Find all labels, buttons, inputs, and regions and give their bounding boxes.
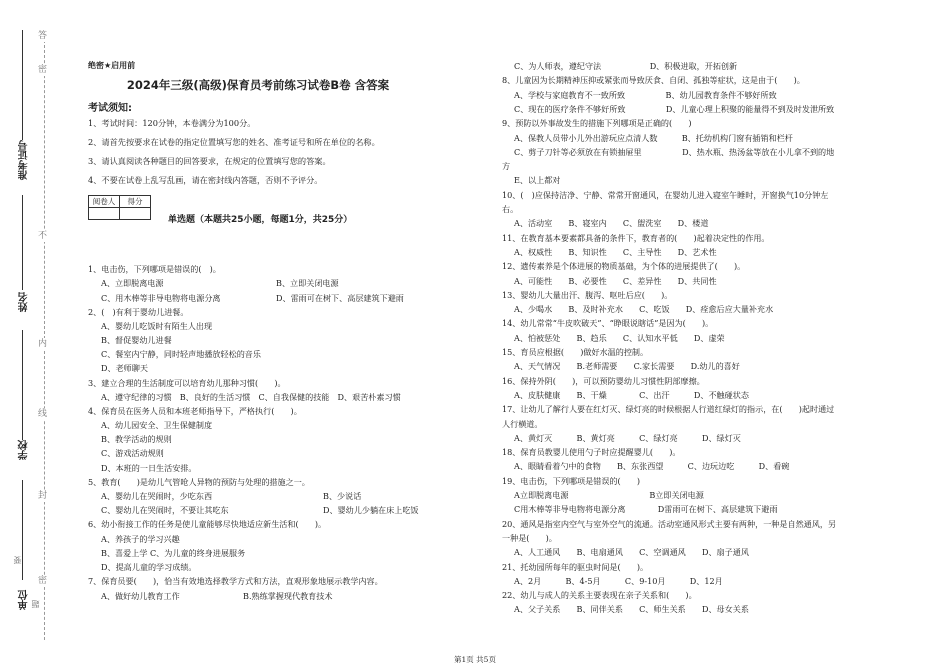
page-number: 第1页 共5页	[454, 655, 496, 664]
question-line: 17、让幼儿了解行人要在红灯灭、绿灯亮的时候根据人行道红绿灯的指示，在( )起时通过	[502, 404, 835, 415]
option-line: C用木棒等非导电物将电源分离 D雷雨可在树下、高层建筑下避雨	[514, 504, 778, 515]
option-line: A、婴幼儿在哭闹时，少吃东西	[101, 491, 213, 501]
option-line: A、遵守纪律的习惯 B、良好的生活习惯 C、自我保健的技能 D、艰苦朴素习惯	[101, 392, 401, 402]
option-line: C、游戏活动规则	[101, 448, 164, 458]
option-line: A、2月 B、4-5月 C、9-10月 D、12月	[514, 575, 723, 586]
field-underline	[22, 30, 23, 140]
option-line: A、少喝水 B、及时补充水 C、吃饭 D、痊愈后应大量补充水	[514, 304, 774, 315]
option-line: C、现在的医疗条件不够好所致 D、儿童心理上积聚的能量得不到及时发泄所致	[514, 103, 835, 114]
notice-rule: 4、不要在试卷上乱写乱画，请在密封线内答题，否则不予评分。	[88, 175, 323, 185]
option-line: D、婴幼儿少躺在床上吃饭	[323, 505, 419, 515]
question-line: 10、( )应保持洁净、宁静、常常开窗通风，在婴幼儿进入寝室午睡时，开窗换气10分钟左	[502, 189, 829, 200]
seal-char: 封	[38, 491, 48, 501]
option-line: A、天气情况 B.老师需要 C.家长需要 D.幼儿的喜好	[514, 361, 740, 372]
question-line: 16、保持外阴( )，可以预防婴幼儿习惯性阴部摩擦。	[502, 375, 705, 386]
question-line: 右。	[502, 204, 519, 214]
option-line: D、提高儿童的学习成绩。	[101, 562, 197, 572]
question-line: 一种是( )。	[502, 532, 557, 543]
option-line: A、幼儿园安全、卫生保健制度	[101, 420, 213, 430]
question-line: 方	[502, 161, 511, 172]
question-line: 4、保育员在医务人员和本班老师指导下，严格执行( )。	[88, 406, 302, 416]
question-line: 2、( )有利于婴幼儿进餐。	[88, 307, 189, 317]
option-line: A、做好幼儿教育工作	[101, 591, 180, 601]
question-line: 18、保育员教婴儿使用勺子时应提醒婴儿( )。	[502, 447, 681, 458]
field-school-label: 学校	[19, 440, 30, 460]
question-line: 14、幼儿常常“牛皮吹破天”、“睁眼说瞎话”是因为( )。	[502, 318, 714, 329]
question-line: 15、育员应根据( )做好水温的控制。	[502, 347, 649, 357]
option-line: A、父子关系 B、同伴关系 C、师生关系 D、母女关系	[514, 604, 749, 615]
seal-char: 密	[38, 65, 48, 75]
question-line: 8、儿童因为长期精神压抑或紧张而导致厌食、自闭、孤独等症状，这是由于( )。	[502, 75, 805, 86]
option-line: A、养孩子的学习兴趣	[101, 534, 180, 544]
option-line: B、喜爱上学 C、为儿童的终身进展服务	[101, 548, 246, 558]
option-line: A、人工通风 B、电扇通风 C、空调通风 D、扇子通风	[514, 547, 749, 558]
option-line: C、为人师表，遵纪守法 D、积极进取，开拓创新	[514, 61, 738, 71]
option-line: A、婴幼儿吃饭时有陌生人出现	[101, 321, 213, 331]
option-line: C、婴幼儿在哭闹时，不要让其吃东	[101, 505, 229, 515]
score-cell: 得分	[120, 196, 151, 208]
page-title: 2024年三级(高级)保育员考前练习试卷B卷 含答案	[126, 78, 390, 92]
option-line: B、少说话	[323, 491, 362, 501]
grader-blank	[89, 208, 120, 220]
seal-char: 答	[38, 31, 48, 41]
notice-heading: 考试须知:	[88, 103, 132, 114]
score-blank	[120, 208, 151, 220]
field-admission-number-label: 准考证号	[19, 140, 30, 180]
seal-char: 线	[38, 409, 48, 419]
field-underline	[22, 330, 23, 440]
field-name-label: 姓名	[19, 292, 30, 312]
option-line: C、用木棒等非导电物将电源分离	[101, 293, 221, 303]
question-line: 13、婴幼儿大量出汗、腹泻、呕吐后应( )。	[502, 289, 673, 300]
option-line: B、督促婴幼儿进餐	[101, 335, 172, 345]
option-line: A、皮肤健康 B、干燥 C、出汗 D、不触碰状态	[514, 389, 749, 400]
option-line: A、眼睛看着勺中的食物 B、东张西望 C、边玩边吃 D、看碗	[514, 461, 790, 472]
confidential-label: 绝密★启用前	[88, 61, 136, 70]
question-line: 人行横道。	[502, 418, 543, 429]
field-unit-label: 单位	[19, 590, 30, 610]
option-line: A、学校与家庭教育不一致所致 B、幼儿园教育条件不够好所致	[514, 89, 777, 100]
notice-rule: 3、请认真阅读各种题目的回答要求，在规定的位置填写您的答案。	[88, 156, 331, 166]
option-line: C、剪子刀针等必须放在有锁抽屉里 D、热水瓶、热汤盆等放在小儿拿不到的地	[514, 146, 835, 157]
notice-rule: 2、请首先按要求在试卷的指定位置填写您的姓名、准考证号和所在单位的名称。	[88, 137, 380, 147]
option-line: A、保教人员带小儿外出游玩应点清人数 B、托幼机构门窗有插销和栏杆	[514, 132, 793, 143]
seal-char: 不	[38, 231, 48, 241]
field-underline	[22, 195, 23, 290]
seal-char: 密	[38, 576, 48, 586]
field-unit-tick: 题	[31, 600, 40, 608]
option-line: A、立即脱离电源	[101, 278, 164, 288]
option-line: D、老师聊天	[101, 363, 148, 373]
option-line: A、活动室 B、寝室内 C、盥洗室 D、楼道	[514, 218, 709, 229]
option-line: A、怕被惩处 B、趋乐 C、认知水平低 D、虚荣	[514, 332, 725, 343]
question-line: 11、在教育基本要素都具备的条件下，教育者的( )起着决定性的作用。	[502, 232, 770, 243]
question-line: 3、建立合理的生活制度可以培育幼儿那种习惯( )。	[88, 378, 286, 388]
question-line: 12、遗传素养是个体进展的物质基础，为个体的进展提供了( )。	[502, 261, 746, 272]
question-line: 7、保育员要( )，恰当有效地选择教学方式和方法，直观形象地展示教学内容。	[88, 576, 383, 586]
field-unit-tick: 要	[13, 556, 22, 564]
option-line: A立即脱离电源 B立即关闭电源	[514, 490, 704, 500]
option-line: A、可能性 B、必要性 C、差异性 D、共同性	[514, 275, 717, 286]
option-line: B.熟练掌握现代教育技术	[243, 591, 333, 601]
question-line: 19、电击伤，下列哪项是错误的( )	[502, 475, 641, 486]
option-line: A、黄灯灭 B、黄灯亮 C、绿灯亮 D、绿灯灭	[514, 432, 741, 443]
grader-cell: 阅卷人	[89, 196, 120, 208]
binding-margin	[0, 0, 60, 671]
option-line: B、教学活动的规则	[101, 434, 172, 444]
option-line: E、以上都对	[514, 175, 561, 186]
notice-rule: 1、考试时间：120分钟，本卷满分为100分。	[88, 118, 256, 128]
option-line: A、权威性 B、知识性 C、主导性 D、艺术性	[514, 246, 717, 257]
option-line: D、本班的一日生活安排。	[101, 463, 197, 473]
question-line: 1、电击伤，下列哪项是错误的( )。	[88, 264, 221, 274]
question-line: 5、教育( )是幼儿气管呛人异物的预防与处理的措施之一。	[88, 477, 310, 487]
option-line: C、餐室内宁静，同时轻声地播放轻松的音乐	[101, 349, 261, 359]
question-line: 20、通风是指室内空气与室外空气的流通。活动室通风形式主要有两种，一种是自然通风，另	[502, 518, 837, 529]
section-heading: 单选题（本题共25小题，每题1分，共25分）	[168, 215, 353, 225]
question-line: 22、幼儿与成人的关系主要表现在亲子关系和( )。	[502, 590, 697, 601]
question-line: 9、预防以外事故发生的措施下列哪项是正确的( )	[502, 118, 692, 129]
option-line: B、立即关闭电源	[276, 278, 339, 288]
question-line: 6、幼小衔接工作的任务是使儿童能够尽快地适应新生活和( )。	[88, 519, 327, 529]
field-underline	[22, 480, 23, 580]
grader-score-table	[88, 195, 151, 220]
option-line: D、雷雨可在树下、高层建筑下避雨	[276, 293, 404, 303]
seal-char: 内	[38, 339, 48, 349]
question-line: 21、托幼园所每年的驱虫时间是( )。	[502, 561, 649, 572]
